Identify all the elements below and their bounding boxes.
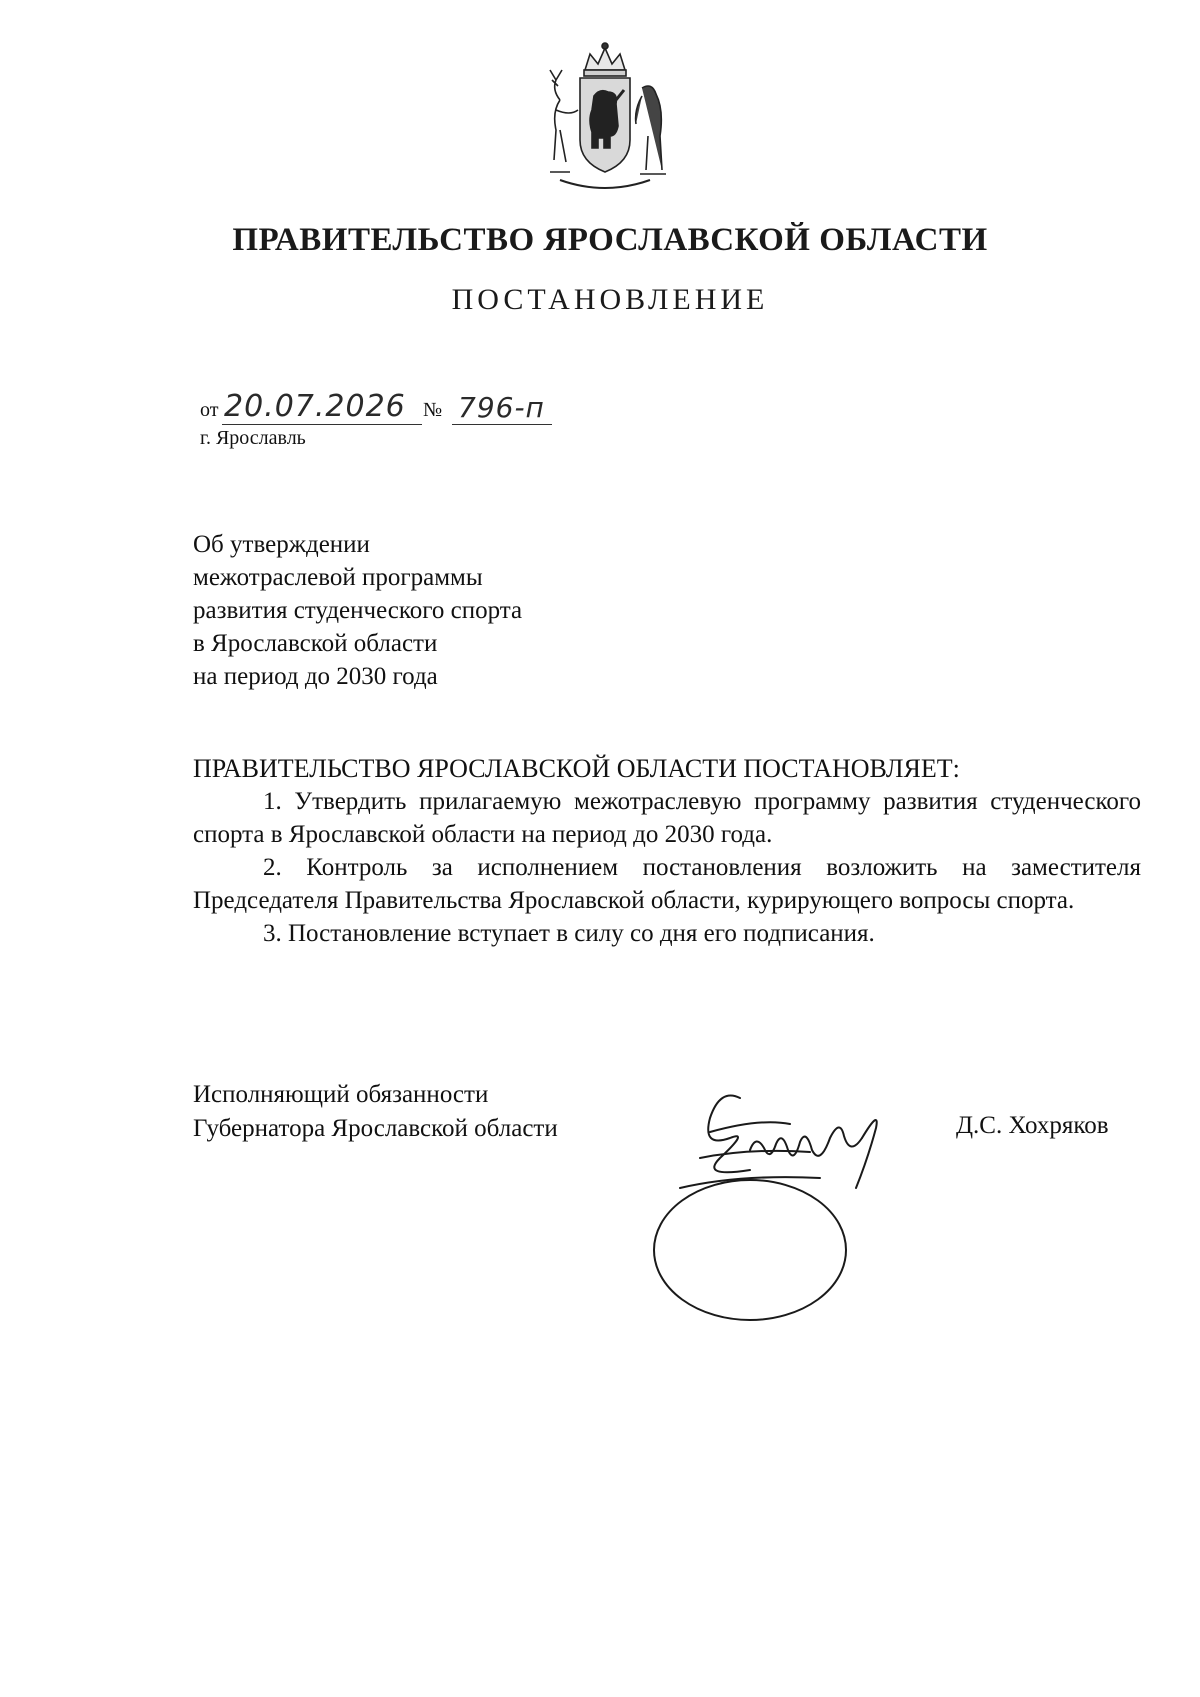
date-number-line <box>200 388 560 428</box>
resolution-item-1: 1. Утвердить прилагаемую межотраслевую программу развития студенческого спорта в Ярославской области на период до 2030 года. <box>193 788 1141 848</box>
coat-of-arms-icon <box>530 40 680 200</box>
government-title: ПРАВИТЕЛЬСТВО ЯРОСЛАВСКОЙ ОБЛАСТИ <box>232 222 988 258</box>
subject-line: межотраслевой программы <box>193 564 483 591</box>
position-line: Губернатора Ярославской области <box>193 1115 558 1142</box>
date-underline <box>222 424 422 425</box>
subject-line: развития студенческого спорта <box>193 597 523 624</box>
date-value: 20.07.2026 <box>224 389 406 424</box>
document-subject <box>193 528 522 693</box>
number-value: 796-п <box>458 391 545 424</box>
signatory-name: Д.С. Хохряков <box>956 1112 1109 1139</box>
subject-line: в Ярославской области <box>193 630 438 657</box>
number-underline <box>452 424 552 425</box>
date-label: от <box>200 399 219 421</box>
city-label: г. Ярославль <box>200 427 306 449</box>
handwritten-signature-icon <box>640 1078 950 1338</box>
subject-line: на период до 2030 года <box>193 663 438 690</box>
subject-line: Об утверждении <box>193 531 370 558</box>
number-label: № <box>423 399 443 421</box>
signatory-position <box>193 1078 558 1146</box>
position-line: Исполняющий обязанности <box>193 1081 489 1108</box>
document-type-title: ПОСТАНОВЛЕНИЕ <box>451 283 769 316</box>
resolution-item-3: 3. Постановление вступает в силу со дня его подписания. <box>263 920 875 947</box>
resolution-item-2: 2. Контроль за исполнением постановления возложить на заместителя Председателя Правительства Ярославской области, курирующего вопросы спорта. <box>193 854 1141 914</box>
document-body <box>193 752 1141 950</box>
resolution-preamble: ПРАВИТЕЛЬСТВО ЯРОСЛАВСКОЙ ОБЛАСТИ ПОСТАНОВЛЯЕТ: <box>193 754 960 783</box>
